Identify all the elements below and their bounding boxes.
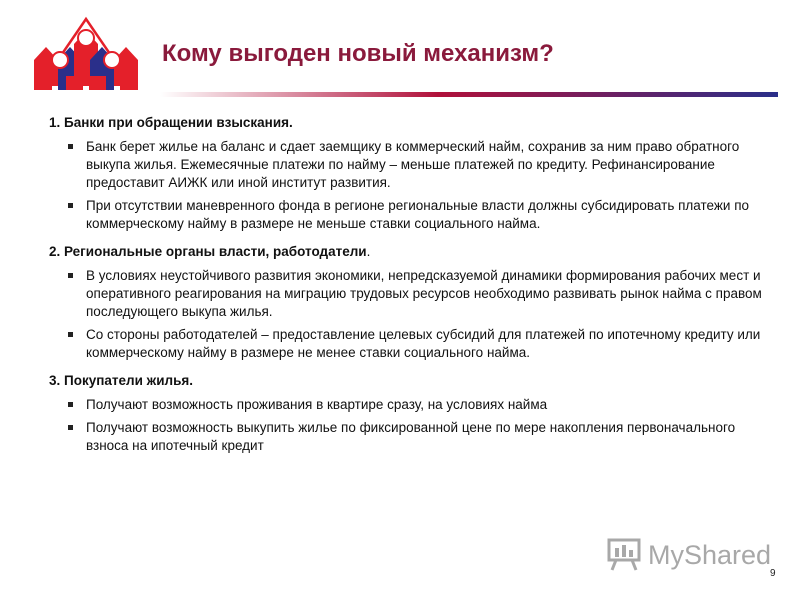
square-bullet-icon — [68, 144, 73, 149]
list-item — [49, 197, 769, 233]
section-buyers — [49, 372, 769, 455]
watermark-text: MyShared — [648, 540, 772, 570]
square-bullet-icon — [68, 402, 73, 407]
square-bullet-icon — [68, 203, 73, 208]
bullet-list — [49, 138, 769, 233]
list-item-text: Получают возможность выкупить жилье по фиксированной цене по мере накопления первоначального взноса на ипотечный кредит — [86, 420, 736, 453]
list-item-text: При отсутствии маневренного фонда в регионе региональные власти должны субсидировать платежи по коммерческому найму в размере не меньше ставки социального найма. — [86, 198, 750, 231]
list-item-text: В условиях неустойчивого развития экономики, непредсказуемой динамики формирования рабочих мест и оперативного реагирования на миграцию трудовых ресурсов необходимо развивать рынок найма с правом последующего выкупа жилья. — [86, 268, 762, 319]
bullet-list — [49, 396, 769, 455]
presentation-board-icon — [606, 536, 642, 572]
list-item-text: Получают возможность проживания в квартире сразу, на условиях найма — [86, 397, 548, 412]
list-item — [49, 138, 769, 192]
list-item-text: Банк берет жилье на баланс и сдает заемщику в коммерческий найм, сохранив за ним право обратного выкупа жилья. Ежемесячные платежи по найму – меньше платежей по кредиту. Рефинансирование предоставит АИЖК или иной институт развития. — [86, 139, 740, 190]
watermark — [606, 536, 772, 572]
section-heading — [49, 114, 769, 132]
section-heading-text: 2. Региональные органы власти, работодатели — [49, 244, 367, 259]
list-item — [49, 326, 769, 362]
list-item — [49, 419, 769, 455]
title-divider — [160, 92, 778, 97]
section-heading — [49, 372, 769, 390]
section-authorities — [49, 243, 769, 362]
list-item — [49, 267, 769, 321]
section-heading-text: 1. Банки при обращении взыскания. — [49, 115, 293, 130]
slide-title: Кому выгоден новый механизм? — [162, 40, 554, 67]
square-bullet-icon — [68, 273, 73, 278]
logo-icon — [30, 16, 142, 100]
list-item-text: Со стороны работодателей – предоставление целевых субсидий для платежей по ипотечному кредиту или коммерческому найму в размере не менее ставки социального найма. — [86, 327, 761, 360]
square-bullet-icon — [68, 332, 73, 337]
list-item — [49, 396, 769, 414]
section-heading-text: 3. Покупатели жилья. — [49, 373, 194, 388]
page-number: 9 — [770, 568, 776, 579]
section-heading-suffix: . — [366, 244, 371, 259]
slide-body — [49, 114, 769, 465]
section-banks — [49, 114, 769, 233]
bullet-list — [49, 267, 769, 362]
section-heading — [49, 243, 769, 261]
square-bullet-icon — [68, 425, 73, 430]
